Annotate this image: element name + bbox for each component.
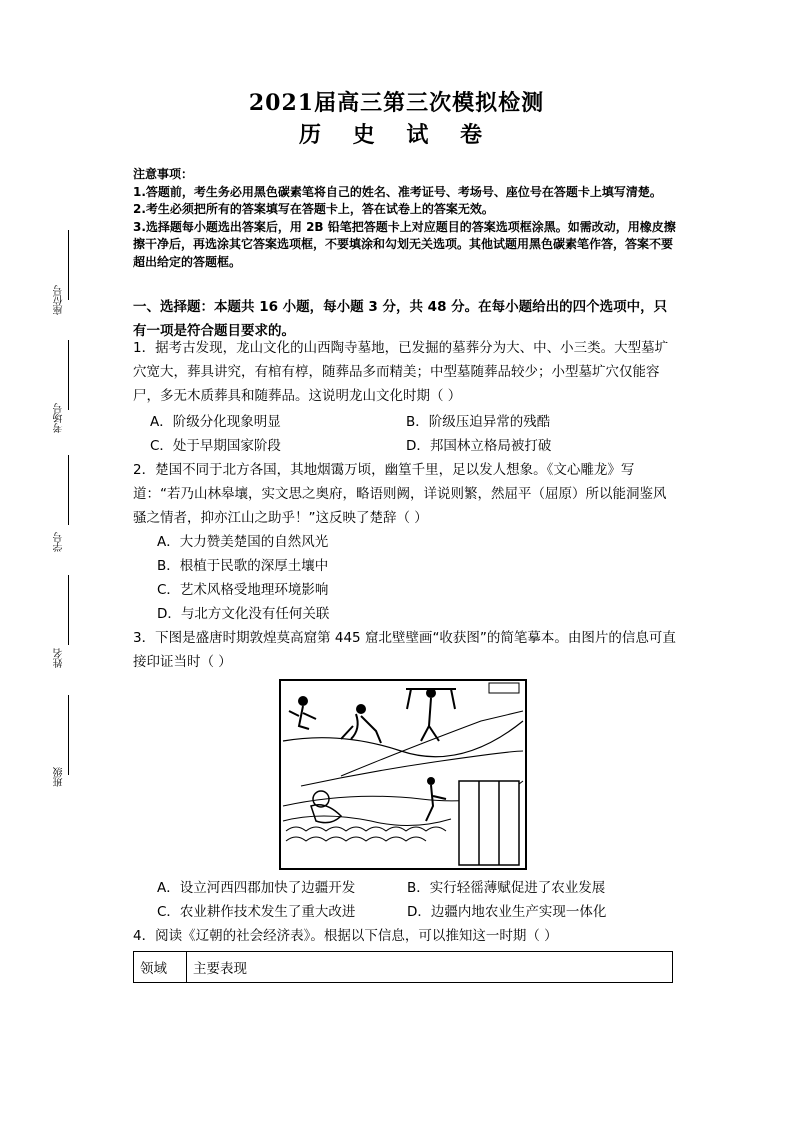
q3-option-a[interactable]: A．设立河西四郡加快了边疆开发	[157, 880, 356, 896]
section-heading: 一、选择题：本题共 16 小题，每小题 3 分，共 48 分。在每小题给出的四个选项中，只有一项是符合题目要求的。	[133, 299, 668, 339]
q3-option-d[interactable]: D．边疆内地农业生产实现一体化	[407, 904, 607, 920]
q1-option-a[interactable]: A．阶级分化现象明显	[150, 414, 281, 430]
notice-heading: 注意事项：	[133, 167, 194, 181]
binding-line	[68, 230, 69, 300]
q1-option-c[interactable]: C．处于早期国家阶段	[150, 438, 281, 454]
notice-item: 2.考生必须把所有的答案填写在答题卡上，答在试卷上的答案无效。	[133, 202, 494, 216]
q2-option-c[interactable]: C．艺术风格受地理环境影响	[157, 582, 329, 598]
name-label: 姓名	[54, 648, 65, 668]
q2-stem: 2．楚国不同于北方各国，其地烟霭万顷，幽篁千里，足以发人想象。《文心雕龙》写道：“若乃山林皋壤，实文思之奥府，略语则阙，详说则繁，然屈平（屈原）所以能洞鉴风骚之情者，抑亦江山之助乎！”这反映了楚辞（ ）	[133, 462, 667, 526]
class-label: 班级	[54, 767, 65, 787]
binding-line	[68, 695, 69, 775]
table-header-field: 领域	[134, 952, 187, 983]
liao-economy-table	[133, 951, 673, 983]
q1-option-d[interactable]: D．邦国林立格局被打破	[406, 438, 552, 454]
notice-item: 3.选择题每小题选出答案后，用 2B 铅笔把答题卡上对应题目的答案选项框涂黑。如需改动，用橡皮擦擦干净后，再选涂其它答案选项框，不要填涂和勾划无关选项。其他试题用黑色碳素笔作答，答案不要超出给定的答题框。	[133, 219, 676, 269]
binding-line	[68, 455, 69, 525]
q2-options	[157, 530, 657, 626]
q1-stem: 1．据考古发现，龙山文化的山西陶寺墓地，已发掘的墓葬分为大、中、小三类。大型墓圹穴宽大，葬具讲究，有棺有椁，随葬品多而精美；中型墓随葬品较少；小型墓圹穴仅能容尸，多无木质葬具和随葬品。这说明龙山文化时期（ ）	[133, 340, 669, 404]
q1-option-b[interactable]: B．阶级压迫异常的残酷	[406, 414, 551, 430]
harvest-mural-sketch	[281, 681, 525, 868]
q2-option-d[interactable]: D．与北方文化没有任何关联	[157, 606, 330, 622]
exam-subtitle: 历 史 试 卷	[299, 122, 494, 148]
q4-stem: 4．阅读《辽朝的社会经济表》。根据以下信息，可以推知这一时期（ ）	[133, 928, 558, 944]
q2-option-a[interactable]: A．大力赞美楚国的自然风光	[157, 534, 329, 550]
binding-line	[68, 340, 69, 410]
binding-line	[68, 575, 69, 645]
seat-number-label: 座位号	[54, 285, 65, 315]
q3-option-b[interactable]: B．实行轻徭薄赋促进了农业发展	[407, 880, 606, 896]
q1-options	[150, 410, 680, 458]
q3-options	[157, 876, 677, 924]
exam-title: 2021届高三第三次模拟检测	[248, 90, 545, 116]
q3-stem: 3．下图是盛唐时期敦煌莫高窟第 445 窟北壁壁画“收获图”的简笔摹本。由图片的信息可直接印证当时（ ）	[133, 630, 676, 670]
student-id-label: 学号	[54, 532, 65, 552]
notice-item: 1.答题前，考生务必用黑色碳素笔将自己的姓名、准考证号、考场号、座位号在答题卡上填写清楚。	[133, 184, 662, 199]
table-row	[134, 952, 673, 983]
notice-block	[133, 166, 678, 271]
q3-option-c[interactable]: C．农业耕作技术发生了重大改进	[157, 904, 356, 920]
exam-room-label: 考场号	[54, 403, 65, 433]
q2-option-b[interactable]: B．根植于民歌的深厚土壤中	[157, 558, 329, 574]
harvest-mural-image	[279, 679, 527, 870]
table-header-main: 主要表现	[187, 952, 673, 983]
